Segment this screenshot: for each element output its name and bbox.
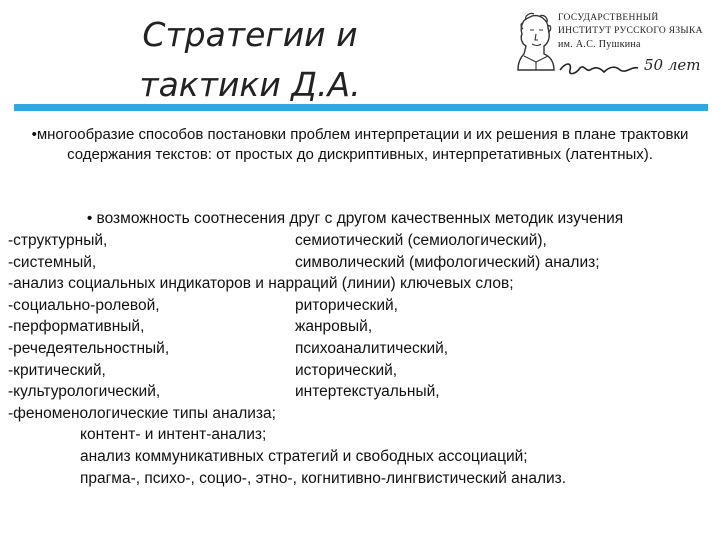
list-item	[8, 316, 708, 338]
logo-line-3: им. А.С. Пушкина	[558, 39, 641, 50]
method-right: риторический,	[295, 296, 398, 314]
list-item	[8, 230, 708, 252]
method-left: -социально-ролевой,	[8, 296, 160, 314]
signature-text: 50 лет	[644, 56, 701, 74]
list-item	[8, 273, 708, 295]
bullet-paragraph-1: •многообразие способов постановки проблем интерпретации и их решения в плане трактовки содержания текстов: от простых до дискриптивных, интерпретативных (латентных).	[31, 126, 689, 163]
logo-line-2: ИНСТИТУТ РУССКОГО ЯЗЫКА	[558, 26, 703, 36]
method-right: интертекстуальный,	[295, 383, 440, 401]
methods-list	[8, 230, 708, 489]
list-item	[8, 403, 708, 425]
method-left: -феноменологические типы анализа;	[8, 404, 276, 422]
method-left: -критический,	[8, 361, 106, 379]
method-right: исторический,	[295, 361, 398, 379]
title-line-2: тактики Д.А.	[139, 65, 361, 104]
method-left: -структурный,	[8, 232, 108, 249]
list-item	[8, 252, 708, 274]
indented-item: контент- и интент-анализ;	[80, 426, 267, 444]
list-item	[8, 295, 708, 317]
method-left: -анализ социальных индикаторов и нарраций (линии) ключевых слов;	[8, 275, 514, 293]
pushkin-portrait-icon	[514, 10, 558, 72]
title-line-1: Стратегии и	[142, 15, 358, 54]
method-right: жанровый,	[295, 318, 373, 336]
method-right: психоаналитический,	[295, 339, 449, 357]
method-left: -речедеятельностный,	[8, 339, 170, 357]
institute-logo	[512, 6, 708, 80]
method-left: -перформативный,	[8, 318, 145, 336]
method-right: символический (мифологический) анализ;	[295, 253, 600, 271]
method-right: семиотический (семиологический),	[295, 232, 547, 249]
method-left: -культурологический,	[8, 383, 161, 401]
accent-bar	[14, 104, 708, 111]
bullet-paragraph-2-lead: • возможность соотнесения друг с другом качественных методик изучения	[86, 210, 624, 227]
list-item	[8, 338, 708, 360]
slide-title	[110, 10, 390, 110]
indented-item: анализ коммуникативных стратегий и свободных ассоциаций;	[80, 447, 528, 465]
logo-text	[558, 12, 703, 51]
indented-item: прагма-, психо-, социо-, этно-, когнитивно-лингвистический анализ.	[80, 469, 567, 487]
logo-line-1: ГОСУДАРСТВЕННЫЙ	[558, 13, 659, 23]
list-item	[8, 381, 708, 403]
method-left: -системный,	[8, 253, 97, 271]
list-item	[8, 360, 708, 382]
